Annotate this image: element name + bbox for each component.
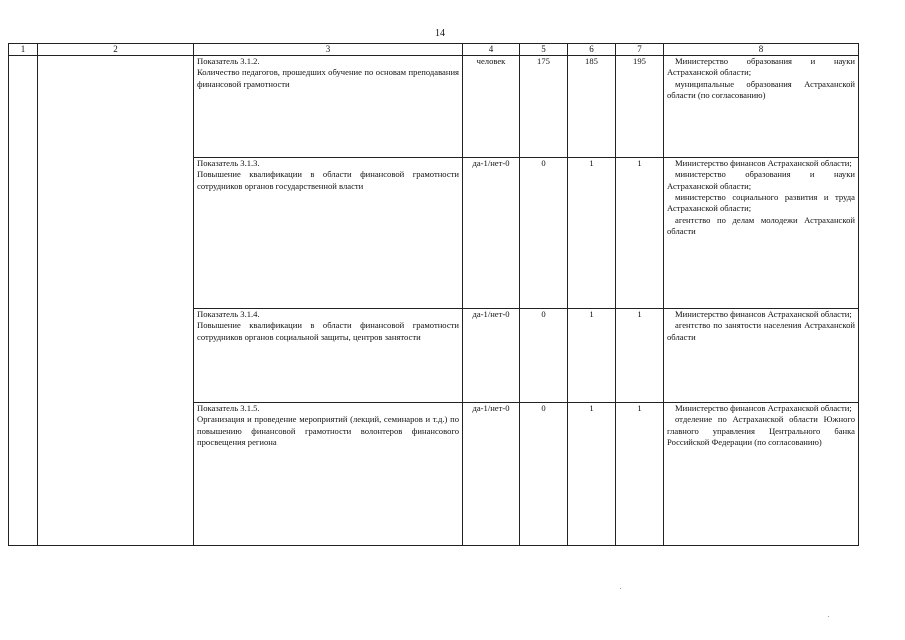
indicator-cell [194, 56, 463, 158]
unit-cell: человек [463, 56, 520, 158]
header-col-1: 1 [9, 44, 38, 56]
indicator-text: Повышение квалификации в области финансовой грамотности сотрудников органов государственной власти [197, 169, 459, 191]
header-col-8: 8 [664, 44, 859, 56]
col-1-merged-cell [9, 56, 38, 546]
header-col-5: 5 [520, 44, 568, 56]
responsible-line: Министерство финансов Астраханской области; [675, 403, 852, 413]
page-number: 14 [435, 28, 445, 39]
responsible-line: министерство социального развития и труда Астраханской области; [667, 192, 855, 214]
header-row [9, 44, 859, 56]
header-col-4: 4 [463, 44, 520, 56]
indicator-text: Организация и проведение мероприятий (лекций, семинаров и т.д.) по повышению финансовой грамотности волонтеров финансового просвещения региона [197, 414, 459, 448]
responsible-line: агентство по делам молодежи Астраханской области [667, 214, 855, 237]
value-col-7: 1 [616, 309, 664, 403]
value-col-6: 1 [568, 403, 616, 546]
value-col-5: 175 [520, 56, 568, 158]
responsible-line: муниципальные образования Астраханской области (по согласованию) [667, 78, 855, 101]
value-col-7: 195 [616, 56, 664, 158]
value-col-5: 0 [520, 158, 568, 309]
responsible-cell [664, 56, 859, 158]
indicators-table [8, 43, 859, 546]
scan-speck [620, 588, 621, 589]
responsible-line: Министерство финансов Астраханской области; [675, 158, 852, 168]
indicator-text: Повышение квалификации в области финансовой грамотности сотрудников органов социальной защиты, центров занятости [197, 320, 459, 342]
responsible-line: агентство по занятости населения Астраханской области [667, 320, 855, 342]
indicator-title: Показатель 3.1.3. [197, 158, 260, 168]
header-col-7: 7 [616, 44, 664, 56]
indicator-text: Количество педагогов, прошедших обучение по основам преподавания финансовой грамотности [197, 67, 459, 89]
indicator-cell [194, 403, 463, 546]
value-col-7: 1 [616, 403, 664, 546]
value-col-6: 185 [568, 56, 616, 158]
unit-cell: да-1/нет-0 [463, 158, 520, 309]
value-col-7: 1 [616, 158, 664, 309]
indicator-cell [194, 158, 463, 309]
responsible-line: Министерство финансов Астраханской области; [675, 309, 852, 319]
indicator-title: Показатель 3.1.2. [197, 56, 260, 66]
header-col-2: 2 [38, 44, 194, 56]
unit-cell: да-1/нет-0 [463, 309, 520, 403]
header-col-6: 6 [568, 44, 616, 56]
responsible-cell [664, 309, 859, 403]
value-col-5: 0 [520, 309, 568, 403]
value-col-6: 1 [568, 158, 616, 309]
table-row [9, 56, 859, 158]
responsible-line: министерство образования и науки Астраханской области; [667, 169, 855, 191]
responsible-line: Министерство образования и науки Астраханской области; [667, 56, 855, 78]
indicator-title: Показатель 3.1.5. [197, 403, 260, 413]
value-col-5: 0 [520, 403, 568, 546]
value-col-6: 1 [568, 309, 616, 403]
indicator-title: Показатель 3.1.4. [197, 309, 260, 319]
responsible-line: отделение по Астраханской области Южного главного управления Центрального банка Российской Федерации (по согласованию) [667, 414, 855, 448]
col-2-merged-cell [38, 56, 194, 546]
unit-cell: да-1/нет-0 [463, 403, 520, 546]
responsible-cell [664, 158, 859, 309]
indicator-cell [194, 309, 463, 403]
header-col-3: 3 [194, 44, 463, 56]
responsible-cell [664, 403, 859, 546]
scan-speck [828, 616, 829, 617]
